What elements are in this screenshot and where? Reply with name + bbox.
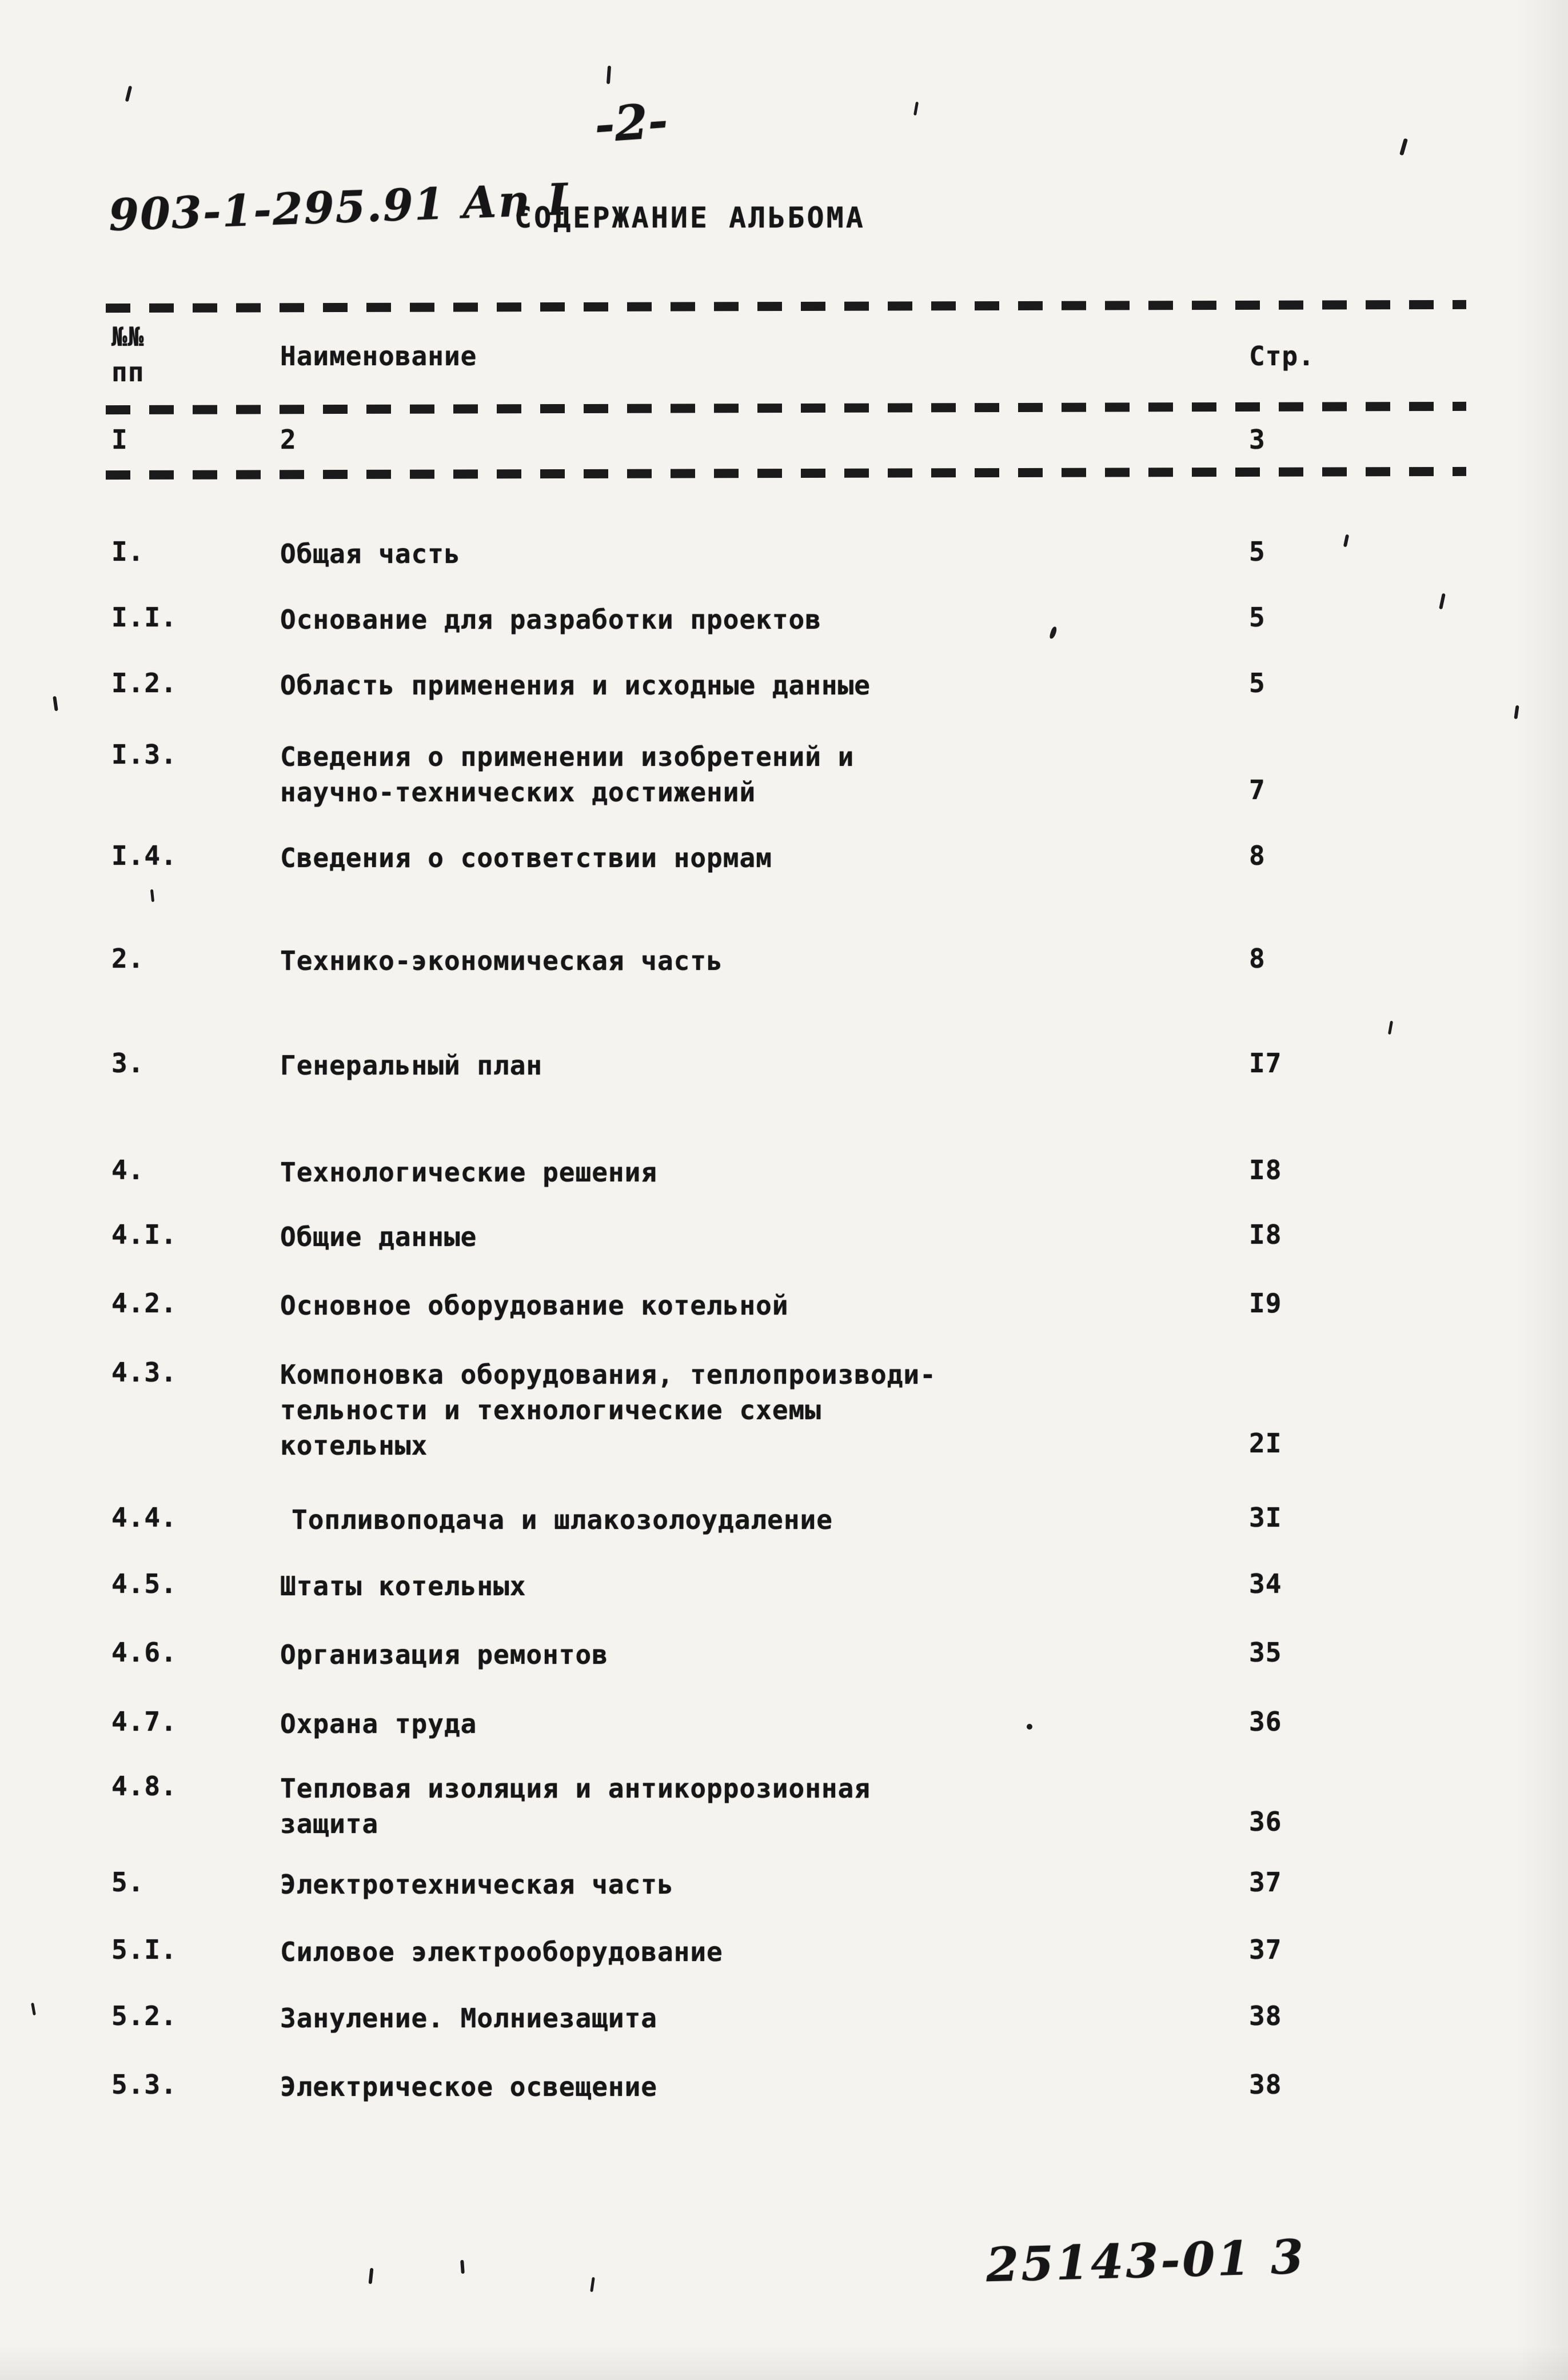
toc-row-page: 37 — [1249, 1867, 1282, 1898]
toc-row-number: 3. — [111, 1048, 145, 1079]
toc-row-title: Электротехническая часть — [280, 1869, 674, 1900]
toc-row-title: Основание для разработки проектов — [280, 604, 821, 635]
dashed-rule-middle — [106, 402, 1466, 414]
toc-row-title: научно-технических достижений — [280, 777, 756, 808]
toc-row-title: Тепловая изоляция и антикоррозионная — [280, 1773, 871, 1804]
toc-row-number: 5.3. — [111, 2069, 177, 2100]
toc-row-page: I9 — [1249, 1288, 1282, 1319]
toc-row-title: Топливоподача и шлакозолоудаление — [292, 1504, 833, 1535]
toc-row-page: 5 — [1249, 668, 1266, 698]
toc-row-title: Сведения о применении изобретений и — [280, 741, 855, 772]
toc-row-number: 4.3. — [111, 1357, 177, 1388]
toc-row-page: 5 — [1249, 536, 1266, 567]
toc-row-number: 4.2. — [111, 1288, 177, 1319]
toc-row-page: 36 — [1249, 1806, 1282, 1837]
toc-row-title: котельных — [280, 1430, 428, 1461]
toc-row-page: 35 — [1249, 1637, 1282, 1668]
scan-artifact — [31, 2003, 36, 2016]
toc-row-title: Электрическое освещение — [280, 2071, 657, 2102]
scan-artifact — [590, 2277, 595, 2292]
toc-row-page: 37 — [1249, 1934, 1282, 1965]
toc-row-title: Технологические решения — [280, 1157, 657, 1188]
scan-edge-shading — [0, 2346, 1568, 2380]
toc-row-number: 5.2. — [111, 2000, 177, 2031]
toc-row-number: I.2. — [111, 668, 177, 698]
scan-artifact — [1343, 534, 1349, 548]
toc-row-page: 38 — [1249, 2000, 1282, 2031]
scan-artifact — [1027, 1724, 1032, 1730]
toc-row-number: 2. — [111, 943, 145, 974]
dashed-rule-bottom — [106, 467, 1466, 480]
header-number-col-line1: №№ — [111, 321, 145, 352]
toc-row-title: Сведения о соответствии нормам — [280, 842, 772, 873]
scan-artifact — [369, 2268, 374, 2284]
toc-row-page: I8 — [1249, 1219, 1282, 1250]
toc-row-number: 4. — [111, 1155, 145, 1185]
column-index-3: 3 — [1249, 424, 1266, 455]
toc-row-title: Компоновка оборудования, теплопроизводи- — [280, 1359, 936, 1390]
header-name-col: Наименование — [280, 341, 477, 372]
dashed-rule-top — [106, 300, 1466, 313]
toc-row-number: 4.I. — [111, 1219, 177, 1250]
toc-row-title: защита — [280, 1808, 379, 1839]
toc-row-page: 5 — [1249, 602, 1266, 633]
scan-artifact — [913, 102, 919, 116]
toc-row-page: 8 — [1249, 943, 1266, 974]
toc-row-title: Основное оборудование котельной — [280, 1290, 789, 1321]
toc-row-number: 4.5. — [111, 1568, 177, 1599]
toc-row-number: 4.4. — [111, 1502, 177, 1533]
scan-artifact — [125, 86, 133, 102]
toc-row-title: Область применения и исходные данные — [280, 670, 871, 701]
scan-artifact — [460, 2260, 465, 2274]
handwritten-stamp: 25143-01 3 — [985, 2229, 1307, 2293]
toc-row-number: 4.8. — [111, 1771, 177, 1802]
scan-artifact — [150, 889, 154, 902]
toc-row-number: I.3. — [111, 739, 177, 770]
scan-artifact — [53, 696, 58, 712]
toc-row-page: 2I — [1249, 1428, 1282, 1459]
toc-row-page: 36 — [1249, 1706, 1282, 1737]
header-number-col-line2: пп — [111, 357, 145, 388]
column-index-1: I — [111, 424, 128, 455]
scan-artifact — [607, 66, 611, 84]
column-index-2: 2 — [280, 424, 297, 455]
toc-row-page: 3I — [1249, 1502, 1282, 1533]
toc-row-title: Генеральный план — [280, 1050, 543, 1081]
toc-row-page: I8 — [1249, 1155, 1282, 1185]
scan-artifact — [1439, 593, 1446, 610]
header-page-col: Стр. — [1249, 341, 1315, 372]
toc-row-title: Технико-экономическая часть — [280, 945, 723, 976]
toc-row-number: I.4. — [111, 840, 177, 871]
toc-row-number: I. — [111, 536, 145, 567]
scan-edge-shading — [1517, 0, 1568, 2380]
toc-row-title: Зануление. Молниезащита — [280, 2003, 657, 2034]
toc-row-number: 4.6. — [111, 1637, 177, 1668]
sheet-number: -2- — [592, 91, 670, 154]
toc-row-page: I7 — [1249, 1048, 1282, 1079]
toc-row-title: Общие данные — [280, 1221, 477, 1252]
page-title: СОДЕРЖАНИЕ АЛЬБОМА — [514, 201, 865, 234]
toc-row-page: 8 — [1249, 840, 1266, 871]
toc-row-number: I.I. — [111, 602, 177, 633]
toc-row-number: 4.7. — [111, 1706, 177, 1737]
toc-row-page: 7 — [1249, 774, 1266, 805]
toc-row-number: 5. — [111, 1867, 145, 1898]
scan-artifact — [1049, 626, 1058, 640]
scan-artifact — [1388, 1021, 1393, 1035]
toc-row-title: тельности и технологические схемы — [280, 1395, 821, 1425]
toc-row-title: Штаты котельных — [280, 1571, 526, 1602]
toc-row-title: Организация ремонтов — [280, 1639, 608, 1670]
toc-row-page: 38 — [1249, 2069, 1282, 2100]
toc-row-title: Охрана труда — [280, 1708, 477, 1739]
toc-row-title: Силовое электрооборудование — [280, 1936, 723, 1967]
document-code-handwritten: 903-1-295.91 Ап I — [107, 173, 570, 241]
toc-row-title: Общая часть — [280, 538, 461, 569]
toc-row-page: 34 — [1249, 1568, 1282, 1599]
toc-row-number: 5.I. — [111, 1934, 177, 1965]
scan-artifact — [1399, 138, 1408, 156]
